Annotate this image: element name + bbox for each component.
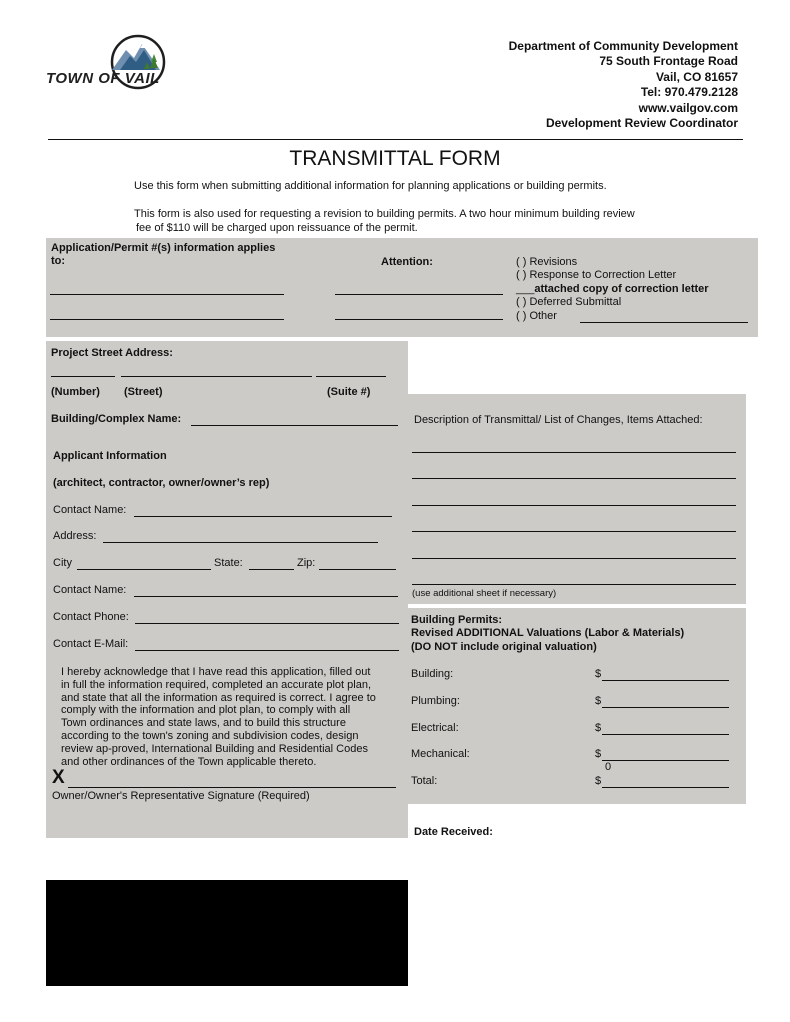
street-number-field[interactable] <box>51 376 115 377</box>
attached-copy-option[interactable] <box>516 283 709 296</box>
state-label: State: <box>214 557 243 569</box>
department-street: 75 South Frontage Road <box>599 54 738 69</box>
street-address-label: Project Street Address: <box>51 347 173 359</box>
department-name: Department of Community Development <box>508 39 738 53</box>
contact-name-label: Contact Name: <box>53 504 127 516</box>
street-name-field[interactable] <box>121 376 312 377</box>
header-divider <box>48 139 743 140</box>
valuations-heading <box>411 614 684 654</box>
mechanical-valuation-currency: $ <box>595 748 602 760</box>
building-valuation-currency: $ <box>595 668 602 680</box>
number-label: (Number) <box>51 386 100 398</box>
valuations-panel <box>404 608 746 804</box>
application-label-line-2: to: <box>51 255 66 267</box>
department-address <box>509 39 738 131</box>
acknowledgement-line: in full the information required, completed an accurate plot plan, <box>61 678 372 691</box>
mountain-logo-icon <box>40 32 170 98</box>
description-line-6[interactable] <box>412 584 736 585</box>
acknowledgement-line: comply with the information and plot plan, to comply with all <box>61 704 351 717</box>
acknowledgement-line: and state that all the information as required is correct. I agree to <box>61 691 376 704</box>
valuations-heading-line-3: (DO NOT include original valuation) <box>411 640 597 653</box>
signature-label: Owner/Owner's Representative Signature (Required) <box>52 790 310 802</box>
zip-label: Zip: <box>297 557 316 569</box>
applicant-heading: Applicant Information <box>53 450 167 462</box>
valuations-heading-line-1: Building Permits: <box>411 614 503 626</box>
description-panel <box>404 394 746 604</box>
application-permit-field-1[interactable] <box>50 294 284 295</box>
description-line-4[interactable] <box>412 531 736 532</box>
acknowledgement-line: review ap-proved, International Building and Residential Codes <box>61 742 368 755</box>
acknowledgement-text <box>61 666 376 768</box>
building-valuation-field[interactable] <box>602 680 729 681</box>
response-option[interactable]: ( ) Response to Correction Letter <box>516 269 677 282</box>
building-name-label: Building/Complex Name: <box>51 413 182 425</box>
application-panel <box>46 238 758 337</box>
attached-copy-blank: ___ <box>516 282 535 295</box>
valuations-heading-line-2: Revised ADDITIONAL Valuations (Labor & Materials) <box>411 627 685 640</box>
contact-phone-field[interactable] <box>135 623 399 624</box>
revisions-option[interactable]: ( ) Revisions <box>516 256 578 268</box>
description-line-5[interactable] <box>412 558 736 559</box>
zip-field[interactable] <box>319 569 396 570</box>
department-website[interactable]: www.vailgov.com <box>638 100 738 115</box>
intro-paragraph-1: Use this form when submitting additional information for planning applications or building permits. <box>134 180 607 192</box>
date-received-label: Date Received: <box>414 826 493 838</box>
signature-field[interactable] <box>68 787 396 788</box>
other-field[interactable] <box>580 322 748 323</box>
project-applicant-panel <box>46 341 408 838</box>
attention-field-2[interactable] <box>335 319 503 320</box>
town-logo <box>40 32 170 98</box>
description-line-1[interactable] <box>412 452 736 453</box>
logo-text: TOWN OF VAIL <box>46 70 160 87</box>
department-phone: Tel: 970.479.2128 <box>640 85 738 100</box>
electrical-valuation-field[interactable] <box>602 734 729 735</box>
mechanical-valuation-label: Mechanical: <box>411 748 470 760</box>
address-label: Address: <box>53 530 97 542</box>
other-option-label: ( ) Other <box>516 309 557 322</box>
application-label-line-1: Application/Permit #(s) information applies <box>51 242 276 254</box>
total-valuation-label: Total: <box>411 775 438 787</box>
contact-phone-label: Contact Phone: <box>53 611 129 623</box>
building-name-field[interactable] <box>191 425 398 426</box>
suite-field[interactable] <box>316 376 386 377</box>
state-field[interactable] <box>249 569 294 570</box>
redacted-area <box>46 880 408 986</box>
contact-name-2-field[interactable] <box>134 596 398 597</box>
attention-label: Attention: <box>381 256 433 268</box>
electrical-valuation-currency: $ <box>595 722 602 734</box>
department-role: Development Review Coordinator <box>545 116 738 131</box>
total-valuation-value: 0 <box>605 761 612 773</box>
description-label: Description of Transmittal/ List of Changes, Items Attached: <box>414 414 703 426</box>
plumbing-valuation-label: Plumbing: <box>411 695 460 707</box>
deferred-option[interactable]: ( ) Deferred Submittal <box>516 296 622 309</box>
intro-paragraph-2-line-2: fee of $110 will be charged upon reissuance of the permit. <box>136 222 418 234</box>
attached-copy-label: attached copy of correction letter <box>534 282 709 295</box>
description-note: (use additional sheet if necessary) <box>412 588 557 599</box>
description-line-2[interactable] <box>412 478 736 479</box>
contact-name-2-label: Contact Name: <box>53 584 127 596</box>
intro-paragraph-2 <box>134 207 635 235</box>
application-permit-field-2[interactable] <box>50 319 284 320</box>
mechanical-valuation-field[interactable] <box>602 760 729 761</box>
street-label: (Street) <box>124 386 163 398</box>
plumbing-valuation-field[interactable] <box>602 707 729 708</box>
acknowledgement-line: according to the town's zoning and subdivision codes, design <box>61 729 359 742</box>
electrical-valuation-label: Electrical: <box>411 722 459 734</box>
department-city: Vail, CO 81657 <box>655 69 738 84</box>
suite-label: (Suite #) <box>327 386 371 398</box>
contact-email-label: Contact E-Mail: <box>53 638 129 650</box>
city-field[interactable] <box>77 569 211 570</box>
form-title: TRANSMITTAL FORM <box>289 147 501 170</box>
attention-field-1[interactable] <box>335 294 503 295</box>
applicant-subheading: (architect, contractor, owner/owner’s rep) <box>53 477 270 489</box>
building-valuation-label: Building: <box>411 668 454 680</box>
acknowledgement-line: I hereby acknowledge that I have read this application, filled out <box>61 666 371 678</box>
contact-name-field[interactable] <box>134 516 392 517</box>
plumbing-valuation-currency: $ <box>595 695 602 707</box>
description-line-3[interactable] <box>412 505 736 506</box>
city-label: City <box>53 557 72 569</box>
submittal-type-options <box>516 256 709 323</box>
acknowledgement-line: and other ordinances of the Town applicable thereto. <box>61 755 317 768</box>
contact-email-field[interactable] <box>135 650 399 651</box>
intro-paragraph-2-line-1: This form is also used for requesting a revision to building permits. A two hour minimum building review <box>134 208 635 220</box>
acknowledgement-line: Town ordinances and state laws, and to build this structure <box>61 717 346 730</box>
total-valuation-currency: $ <box>595 775 602 787</box>
address-field[interactable] <box>103 542 378 543</box>
total-valuation-field[interactable] <box>602 787 729 788</box>
application-label <box>51 242 275 268</box>
signature-x-mark: X <box>52 767 65 788</box>
